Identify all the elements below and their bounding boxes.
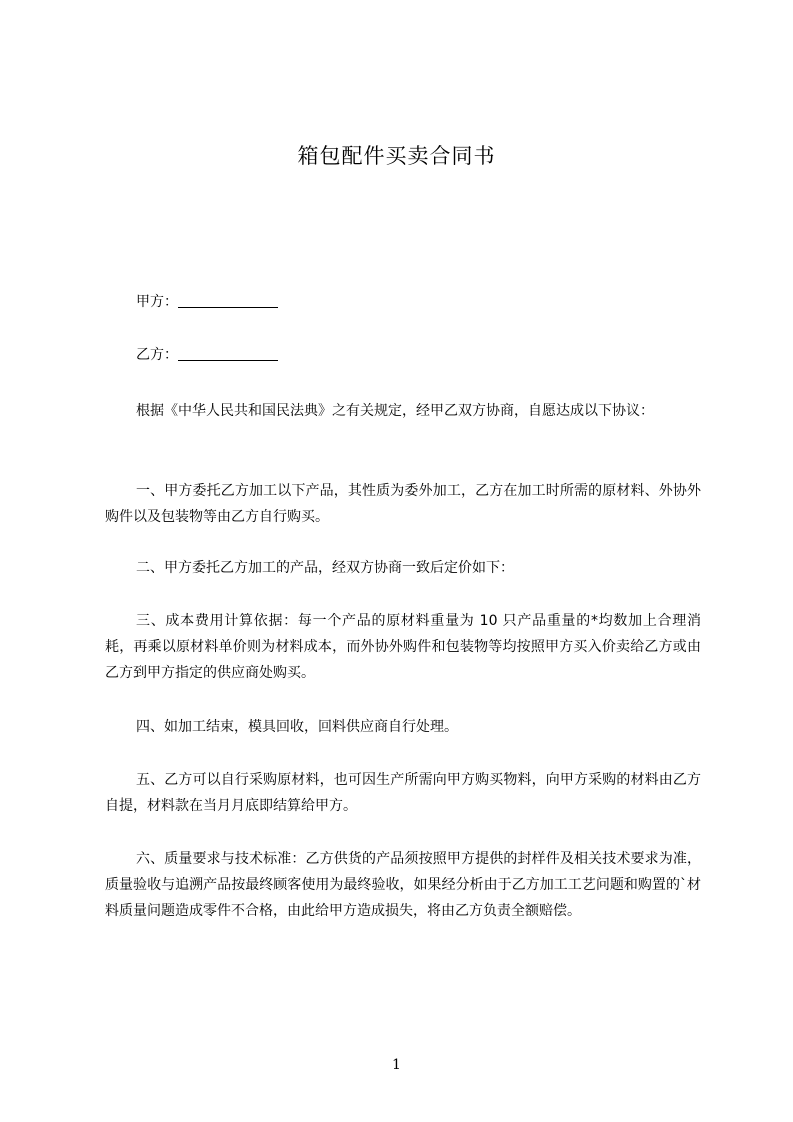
clause-4: 四、如加工结束，模具回收，回料供应商自行处理。 <box>136 719 458 735</box>
party-a-label: 甲方： <box>136 294 178 310</box>
clause-2: 二、甲方委托乙方加工的产品，经双方协商一致后定价如下： <box>136 560 514 576</box>
page-number: 1 <box>392 1057 401 1073</box>
clause-5: 五、乙方可以自行采购原材料，也可因生产所需向甲方购买物料，向甲方采购的材料由乙方自提，材料款在当月月底即结算给甲方。 <box>105 772 701 814</box>
party-a-blank <box>178 293 278 308</box>
party-b-label: 乙方： <box>136 347 178 363</box>
intro-paragraph: 根据《中华人民共和国民法典》之有关规定，经甲乙双方协商，自愿达成以下协议： <box>136 403 654 419</box>
party-b-blank <box>178 346 278 361</box>
party-a-line <box>136 292 278 312</box>
clause-6: 六、质量要求与技术标准：乙方供货的产品须按照甲方提供的封样件及相关技术要求为准，质量验收与追溯产品按最终顾客使用为最终验收，如果经分析由于乙方加工工艺问题和购置的`材料质量问题造成零件不合格，由此给甲方造成损失，将由乙方负责全额赔偿。 <box>105 851 701 919</box>
clause-3: 三、成本费用计算依据：每一个产品的原材料重量为 10 只产品重量的*均数加上合理消耗，再乘以原材料单价则为材料成本，而外协外购件和包装物等均按照甲方买入价卖给乙方或由乙方到甲方指定的供应商处购买。 <box>105 613 701 681</box>
clause-1: 一、甲方委托乙方加工以下产品，其性质为委外加工，乙方在加工时所需的原材料、外协外购件以及包装物等由乙方自行购买。 <box>105 483 701 525</box>
party-b-line <box>136 345 278 365</box>
document-title: 箱包配件买卖合同书 <box>297 144 496 168</box>
